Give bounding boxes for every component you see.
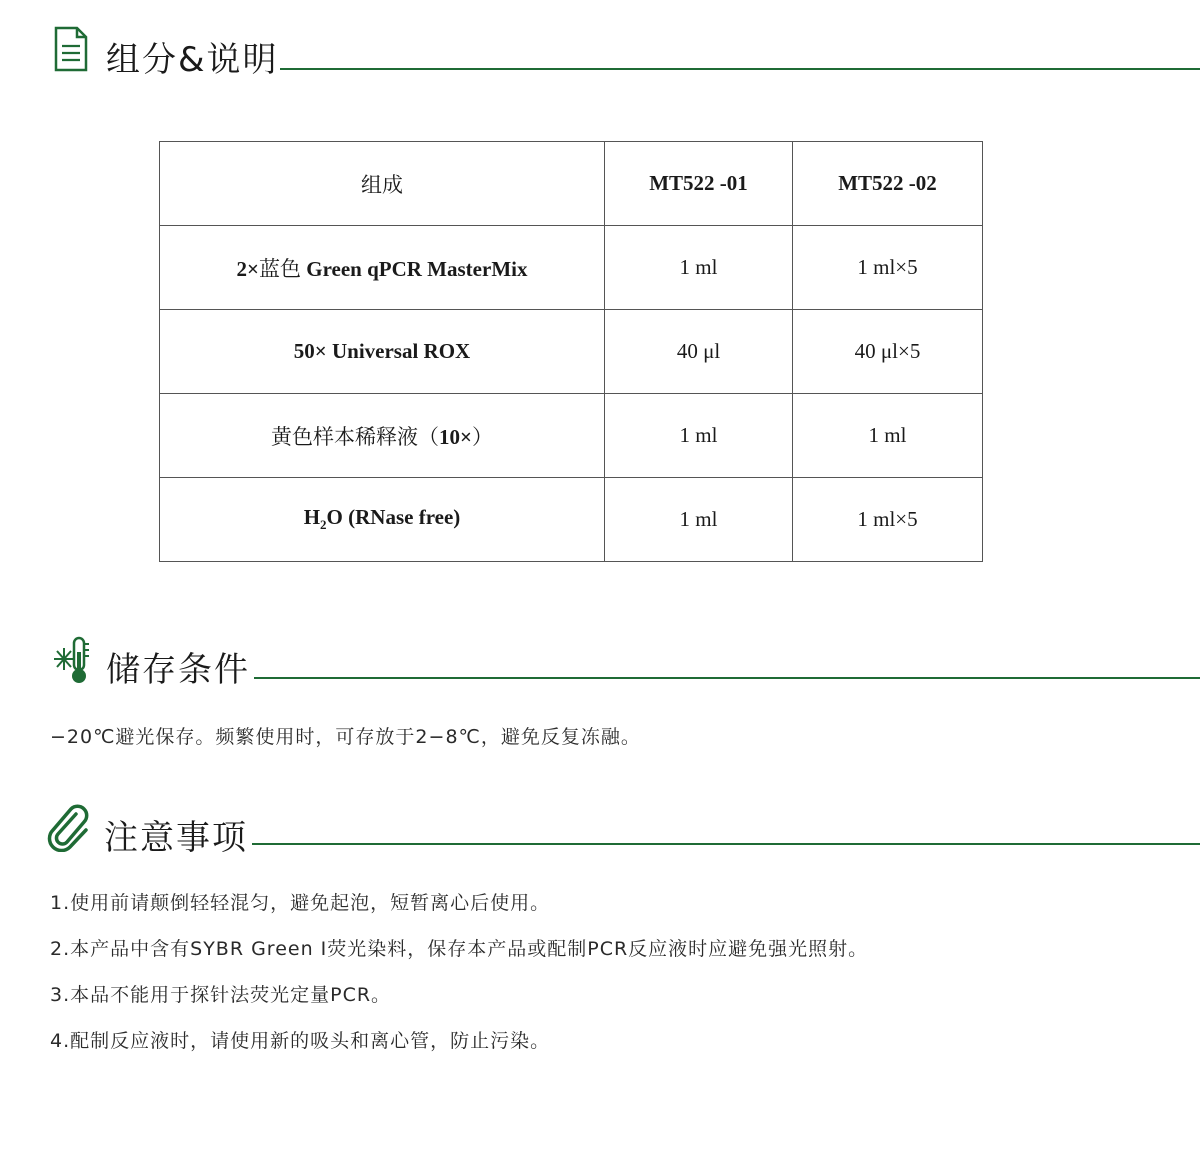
table-cell: 1 ml	[793, 394, 983, 478]
table-row	[160, 226, 983, 310]
section-title: 组分&说明	[106, 40, 279, 80]
note-item: 1.使用前请颠倒轻轻混匀，避免起泡，短暂离心后使用。	[50, 892, 551, 914]
note-item: 4.配制反应液时，请使用新的吸头和离心管，防止污染。	[50, 1030, 551, 1052]
section-rule	[280, 68, 1200, 70]
section-title: 注意事项	[104, 818, 248, 858]
section-rule	[252, 843, 1200, 845]
table-cell: 1 ml×5	[793, 478, 983, 562]
section-header-storage	[0, 632, 1200, 692]
section-header-notes	[0, 800, 1200, 860]
components-table	[159, 141, 983, 562]
table-cell-name: 2×蓝色 Green qPCR MasterMix	[160, 226, 605, 310]
note-item: 3.本品不能用于探针法荧光定量PCR。	[50, 984, 392, 1006]
table-cell: 1 ml×5	[793, 226, 983, 310]
table-cell: 1 ml	[605, 478, 793, 562]
table-header-cell: MT522 -02	[793, 142, 983, 226]
note-item: 2.本产品中含有SYBR Green I荧光染料，保存本产品或配制PCR反应液时应避免强光照射。	[50, 938, 869, 960]
table-cell-name: $H_2O$ (RNase free)	[160, 478, 605, 562]
storage-text: −20℃避光保存。频繁使用时，可存放于2−8℃，避免反复冻融。	[50, 726, 641, 748]
table-row	[160, 394, 983, 478]
paperclip-icon	[46, 804, 94, 856]
table-row	[160, 478, 983, 562]
table-row	[160, 310, 983, 394]
table-cell-name: 黄色样本稀释液（10×）	[160, 394, 605, 478]
table-cell: 40 μl	[605, 310, 793, 394]
table-cell: 40 μl×5	[793, 310, 983, 394]
table-cell: 1 ml	[605, 226, 793, 310]
table-cell: 1 ml	[605, 394, 793, 478]
table-header-row	[160, 142, 983, 226]
table-header-cell: 组成	[160, 142, 605, 226]
table-cell-name: 50× Universal ROX	[160, 310, 605, 394]
section-rule	[254, 677, 1200, 679]
thermometer-snowflake-icon	[54, 634, 92, 690]
document-icon	[53, 26, 89, 76]
section-title: 储存条件	[106, 650, 250, 690]
section-header-components	[0, 22, 1200, 82]
table-header-cell: MT522 -01	[605, 142, 793, 226]
